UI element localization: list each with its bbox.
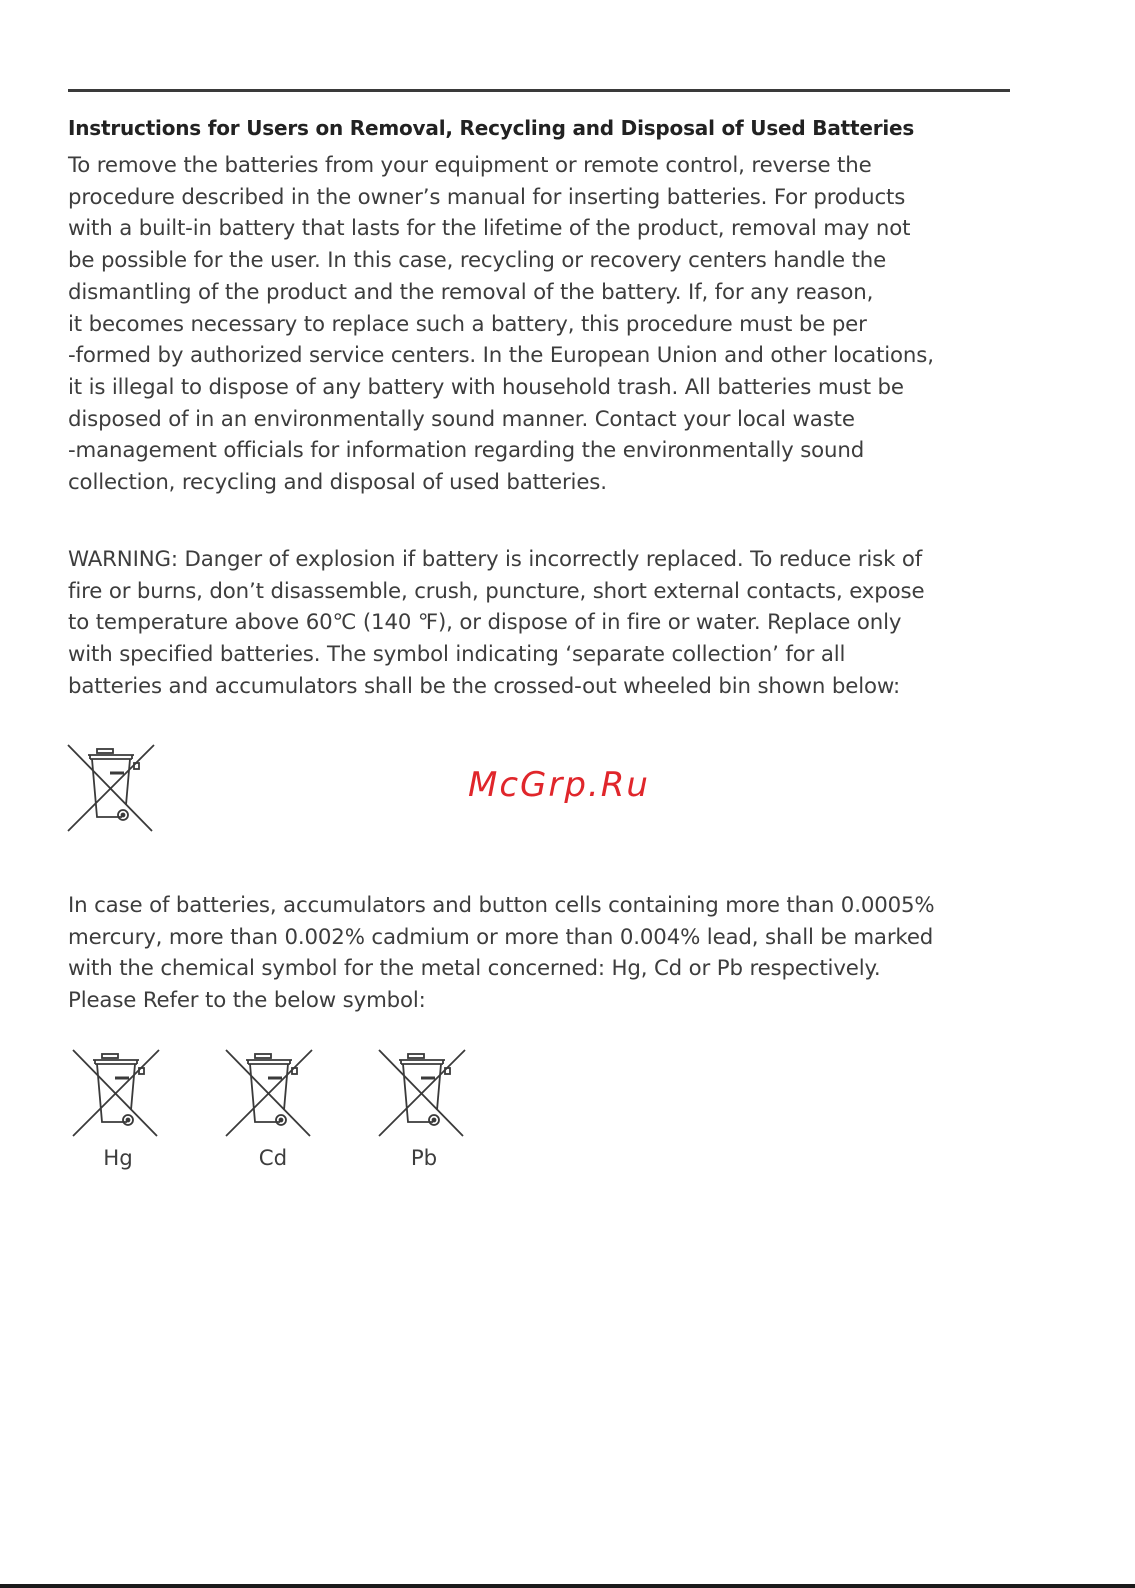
crossed-bin-cd-icon	[224, 1048, 314, 1138]
text-line: In case of batteries, accumulators and button cells containing more than 0.0005%	[68, 893, 935, 918]
text-line: dismantling of the product and the removal of the battery. If, for any reason,	[68, 279, 874, 305]
text-line: to temperature above 60℃ (140 ℉), or dispose of in fire or water. Replace only	[68, 610, 902, 636]
bottom-rule	[0, 1584, 1135, 1588]
symbol-label-cd: Cd	[258, 1146, 288, 1171]
warning-paragraph	[68, 544, 924, 703]
top-rule	[68, 89, 1010, 92]
text-line: -management officials for information regarding the environmentally sound	[68, 438, 865, 464]
symbol-label-pb: Pb	[410, 1146, 438, 1171]
text-line: with the chemical symbol for the metal concerned: Hg, Cd or Pb respectively.	[68, 956, 881, 982]
removal-paragraph	[68, 150, 934, 499]
section-heading: Instructions for Users on Removal, Recycling and Disposal of Used Batteries	[68, 116, 915, 140]
text-line: To remove the batteries from your equipment or remote control, reverse the	[68, 153, 872, 178]
text-line: WARNING: Danger of explosion if battery is incorrectly replaced. To reduce risk of	[68, 547, 923, 572]
text-line: disposed of in an environmentally sound manner. Contact your local waste	[68, 406, 855, 432]
text-line: -formed by authorized service centers. In the European Union and other locations,	[68, 343, 934, 369]
text-line: batteries and accumulators shall be the crossed-out wheeled bin shown below:	[68, 673, 900, 699]
text-line: be possible for the user. In this case, recycling or recovery centers handle the	[68, 248, 887, 274]
text-line: it is illegal to dispose of any battery with household trash. All batteries must be	[68, 374, 904, 400]
symbol-label-hg: Hg	[103, 1146, 133, 1171]
text-line: mercury, more than 0.002% cadmium or more than 0.004% lead, shall be marked	[68, 924, 934, 950]
text-line: with specified batteries. The symbol indicating ‘separate collection’ for all	[68, 642, 846, 668]
watermark: McGrp.Ru	[468, 765, 650, 805]
text-line: collection, recycling and disposal of used batteries.	[68, 470, 607, 496]
crossed-bin-icon	[66, 743, 156, 833]
text-line: it becomes necessary to replace such a battery, this procedure must be per	[68, 311, 867, 337]
crossed-bin-hg-icon	[71, 1048, 161, 1138]
text-line: with a built-in battery that lasts for the lifetime of the product, removal may not	[68, 216, 911, 242]
text-line: procedure described in the owner’s manual for inserting batteries. For products	[68, 184, 906, 210]
crossed-bin-pb-icon	[377, 1048, 467, 1138]
text-line: Please Refer to the below symbol:	[68, 988, 426, 1014]
text-line: fire or burns, don’t disassemble, crush, puncture, short external contacts, expose	[68, 578, 925, 604]
heavy-metal-paragraph	[68, 890, 935, 1017]
